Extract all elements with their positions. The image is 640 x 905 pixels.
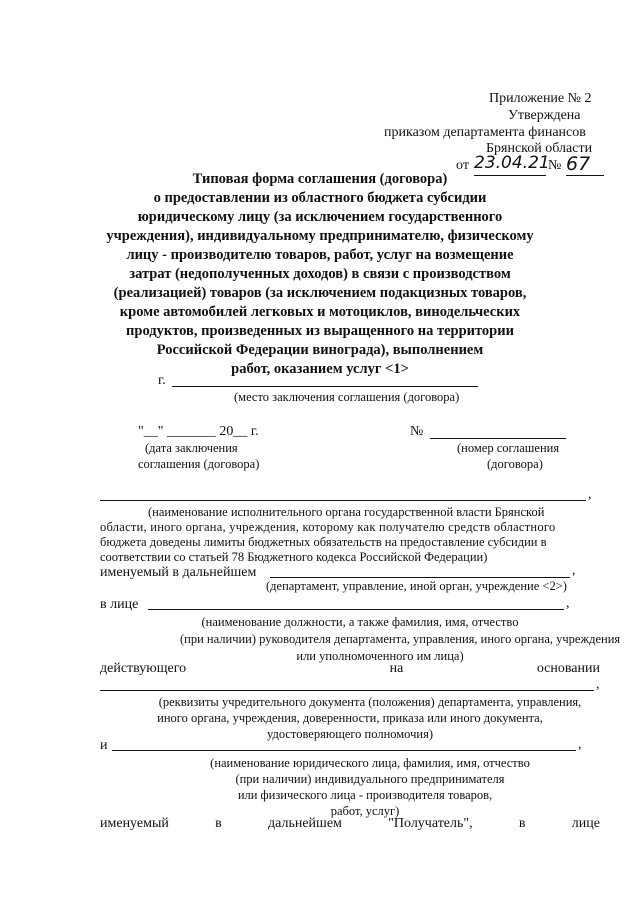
- handwritten-date: 23.04.21: [474, 153, 550, 173]
- caption-line: иного органа, учреждения, доверенности, приказа или иного документа,: [157, 711, 543, 725]
- region-label: Брянской области: [486, 141, 593, 156]
- basis-caption: [100, 694, 600, 742]
- hereinafter-field[interactable]: [270, 577, 570, 578]
- executive-body-comma: ,: [588, 487, 592, 502]
- executive-body-caption: [100, 505, 600, 565]
- person-comma: ,: [566, 596, 570, 611]
- person-caption: [100, 614, 621, 665]
- title-line: Российской Федерации винограда), выполнением: [156, 342, 484, 358]
- caption-line: удостоверяющего полномочия): [267, 727, 433, 741]
- caption-line: или физического лица - производителя товаров,: [237, 788, 493, 802]
- recipient-caption: [100, 755, 600, 819]
- basis-line: [100, 661, 600, 677]
- order-by-label: приказом департамента финансов: [384, 125, 586, 140]
- caption-line: (наименование юридического лица, фамилия, имя, отчество: [210, 756, 530, 770]
- date-caption-2: соглашения (договора): [138, 457, 260, 471]
- recipient-comma: ,: [578, 737, 582, 752]
- hereinafter-comma: ,: [572, 563, 576, 578]
- final-word: именуемый: [100, 816, 169, 831]
- title-line: затрат (недополученных доходов) в связи с производством: [129, 266, 511, 282]
- agreement-number-label: №: [410, 424, 424, 439]
- handwritten-number: 67: [566, 153, 591, 175]
- number-caption-2: (договора): [487, 457, 543, 471]
- caption-line: (наименование должности, а также фамилия, имя, отчество: [201, 615, 519, 629]
- basis-word: действующего: [100, 661, 187, 676]
- caption-line: (наименование исполнительного органа государственной власти Брянской: [148, 505, 545, 519]
- final-word: "Получатель",: [388, 816, 473, 831]
- number-caption-1: (номер соглашения: [457, 441, 560, 455]
- agreement-number-field[interactable]: [430, 438, 566, 439]
- title-line: юридическому лицу (за исключением государственного: [137, 209, 503, 225]
- approved-label: Утверждена: [508, 108, 581, 123]
- place-field[interactable]: [172, 386, 478, 387]
- place-prefix: г.: [158, 373, 166, 388]
- caption-line: или уполномоченного им лица): [296, 649, 464, 663]
- date-prefix: от: [456, 158, 469, 173]
- person-field[interactable]: [148, 609, 564, 610]
- title-line: (реализацией) товаров (за исключением подакцизных товаров,: [113, 285, 527, 301]
- title-line: учреждения), индивидуальному предпринимателю, физическому: [106, 228, 534, 244]
- basis-comma: ,: [596, 677, 600, 692]
- hereinafter-caption: (департамент, управление, иной орган, учреждение <2>): [266, 579, 567, 593]
- executive-body-field[interactable]: [100, 500, 586, 501]
- caption-line: (при наличии) индивидуального предпринимателя: [235, 772, 505, 786]
- title-line: работ, оказанием услуг <1>: [231, 361, 409, 377]
- date-caption-1: (дата заключения: [145, 441, 238, 455]
- title-line: Типовая форма соглашения (договора): [192, 171, 448, 187]
- title-line: кроме автомобилей легковых и мотоциклов, винодельческих: [119, 304, 521, 320]
- basis-field[interactable]: [100, 690, 594, 691]
- recipient-field[interactable]: [112, 750, 576, 751]
- final-line: [100, 816, 600, 832]
- place-caption: (место заключения соглашения (договора): [234, 390, 460, 404]
- final-word: в: [215, 816, 222, 831]
- appendix-label: Приложение № 2: [489, 91, 592, 106]
- caption-line: бюджета доведены лимиты бюджетных обязательств на предоставление субсидии в: [100, 535, 547, 549]
- final-word: лице: [571, 816, 600, 831]
- number-label: №: [548, 158, 562, 173]
- caption-line: соответствии со статьей 78 Бюджетного кодекса Российской Федерации): [100, 550, 488, 564]
- title-line: о предоставлении из областного бюджета субсидии: [153, 190, 487, 206]
- hereinafter-label: именуемый в дальнейшем: [100, 565, 257, 580]
- final-word: дальнейшем: [268, 816, 342, 831]
- title-line: продуктов, произведенных из выращенного на территории: [126, 323, 514, 339]
- caption-line: (при наличии) руководителя департамента, управления, иного органа, учреждения: [180, 632, 621, 646]
- caption-line: области, иного органа, учреждения, которому как получателю средств областного: [100, 520, 556, 534]
- caption-line: (реквизиты учредительного документа (положения) департамента, управления,: [158, 695, 582, 709]
- final-word: в: [518, 816, 526, 831]
- title-line: лицу - производителю товаров, работ, услуг на возмещение: [126, 247, 514, 263]
- caption-line: работ, услуг): [330, 804, 400, 818]
- recipient-prefix: и: [100, 738, 108, 753]
- person-prefix: в лице: [100, 597, 139, 612]
- basis-word: основании: [536, 661, 600, 676]
- basis-word: на: [389, 661, 404, 676]
- agreement-date-field[interactable]: "__" _______ 20__ г.: [138, 424, 259, 439]
- document-title: [40, 170, 600, 379]
